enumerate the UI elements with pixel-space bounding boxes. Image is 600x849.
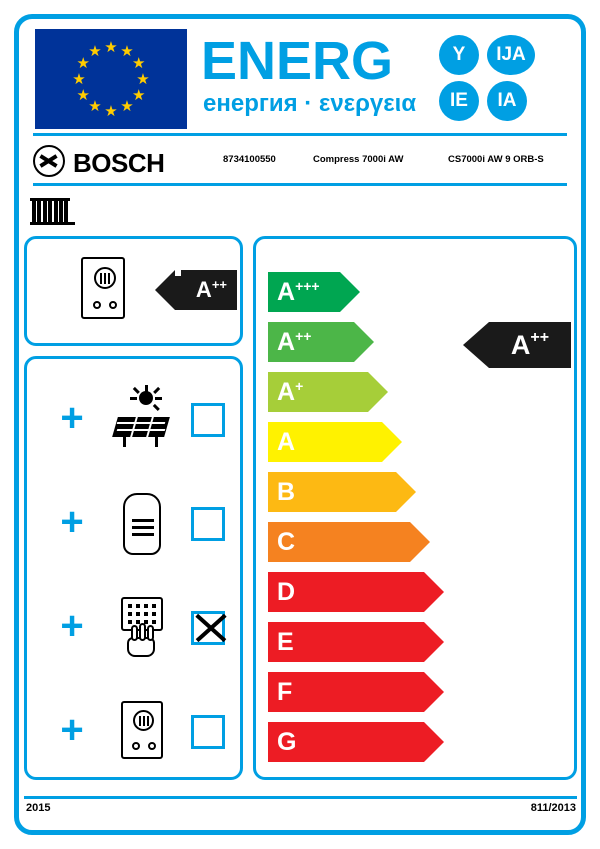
boiler-icon bbox=[81, 257, 125, 319]
energy-class-band bbox=[268, 722, 424, 762]
energy-class-sup: +++ bbox=[295, 278, 320, 294]
radiator-icon bbox=[30, 198, 76, 226]
lang-pill-2: IJA bbox=[487, 35, 535, 75]
energy-class-letter: B bbox=[277, 477, 296, 506]
label-header bbox=[19, 19, 581, 129]
energy-class-band bbox=[268, 472, 396, 512]
option-checkbox-boiler[interactable] bbox=[191, 715, 225, 749]
lang-pill-4: IA bbox=[487, 81, 527, 121]
option-row-control bbox=[27, 575, 246, 681]
energy-class-band bbox=[268, 522, 410, 562]
energy-class-sup: + bbox=[295, 378, 304, 394]
solar-collector-icon bbox=[109, 391, 173, 449]
eu-star: ★ bbox=[76, 86, 90, 104]
footer-divider bbox=[24, 796, 577, 799]
brand-divider bbox=[33, 183, 567, 186]
eu-star: ★ bbox=[131, 54, 146, 72]
heater-rating-arrow bbox=[175, 270, 237, 310]
option-checkbox-tank[interactable] bbox=[191, 507, 225, 541]
energy-word: ENERG bbox=[201, 31, 394, 91]
energy-class-letter: F bbox=[277, 677, 293, 706]
energy-class-letter: E bbox=[277, 627, 294, 656]
plus-icon: + bbox=[60, 396, 84, 440]
overall-rating-arrow bbox=[489, 322, 571, 368]
lang-pill-3: IE bbox=[439, 81, 479, 121]
plus-icon: + bbox=[60, 604, 84, 648]
language-pills bbox=[437, 35, 567, 123]
energy-class-letter: G bbox=[277, 727, 297, 756]
model-code: 8734100550 bbox=[223, 154, 276, 165]
energy-class-letter: A bbox=[277, 377, 296, 406]
energy-class-band bbox=[268, 422, 382, 462]
heater-rating-box bbox=[24, 236, 243, 346]
energy-class-band bbox=[268, 672, 424, 712]
option-checkbox-solar[interactable] bbox=[191, 403, 225, 437]
heater-rating-letter: A bbox=[195, 277, 212, 302]
energy-class-letter: D bbox=[277, 577, 296, 606]
eu-star: ★ bbox=[104, 102, 118, 120]
energy-class-letter: A bbox=[277, 277, 296, 306]
header-divider bbox=[33, 133, 567, 136]
option-row-tank bbox=[27, 471, 246, 577]
energy-class-letter: C bbox=[277, 527, 296, 556]
options-box bbox=[24, 356, 243, 780]
footer-regulation: 811/2013 bbox=[530, 802, 576, 814]
eu-star: ★ bbox=[76, 54, 90, 72]
energy-class-sup: ++ bbox=[295, 328, 312, 344]
energy-subtitle: енергия · ενεργεια bbox=[203, 90, 417, 117]
option-checkbox-control[interactable] bbox=[191, 611, 225, 645]
heater-rating-sup: ++ bbox=[211, 276, 227, 292]
energy-class-letter: A bbox=[277, 327, 296, 356]
eu-star: ★ bbox=[120, 42, 134, 60]
overall-rating-sup: ++ bbox=[530, 329, 550, 346]
plus-icon: + bbox=[60, 500, 84, 544]
eu-star: ★ bbox=[120, 98, 134, 116]
supplementary-boiler-icon bbox=[121, 701, 163, 759]
plus-icon: + bbox=[60, 708, 84, 752]
lang-pill-1: Y bbox=[439, 35, 479, 75]
eu-flag-icon bbox=[35, 29, 187, 129]
option-row-solar bbox=[27, 367, 246, 473]
energy-wordmark bbox=[201, 29, 431, 129]
energy-class-band bbox=[268, 572, 424, 612]
bosch-logo-icon bbox=[33, 145, 65, 177]
eu-star: ★ bbox=[104, 38, 118, 56]
model-variant: CS7000i AW 9 ORB-S bbox=[448, 154, 544, 165]
brand-name: BOSCH bbox=[73, 148, 165, 178]
brand-row bbox=[33, 140, 567, 180]
option-row-boiler bbox=[27, 679, 246, 785]
eu-star: ★ bbox=[72, 70, 86, 88]
energy-class-band bbox=[268, 322, 354, 362]
hot-water-tank-icon bbox=[123, 493, 161, 555]
eu-star: ★ bbox=[131, 86, 146, 104]
hand-icon bbox=[123, 627, 163, 659]
model-name: Compress 7000i AW bbox=[313, 154, 404, 165]
overall-rating-letter: A bbox=[510, 329, 531, 360]
eu-star: ★ bbox=[88, 42, 102, 60]
eu-star: ★ bbox=[136, 70, 150, 88]
energy-class-letter: A bbox=[277, 427, 296, 456]
footer-year: 2015 bbox=[26, 802, 51, 814]
energy-class-band bbox=[268, 622, 424, 662]
energy-class-band bbox=[268, 272, 340, 312]
eu-star: ★ bbox=[88, 98, 102, 116]
energy-class-band bbox=[268, 372, 368, 412]
